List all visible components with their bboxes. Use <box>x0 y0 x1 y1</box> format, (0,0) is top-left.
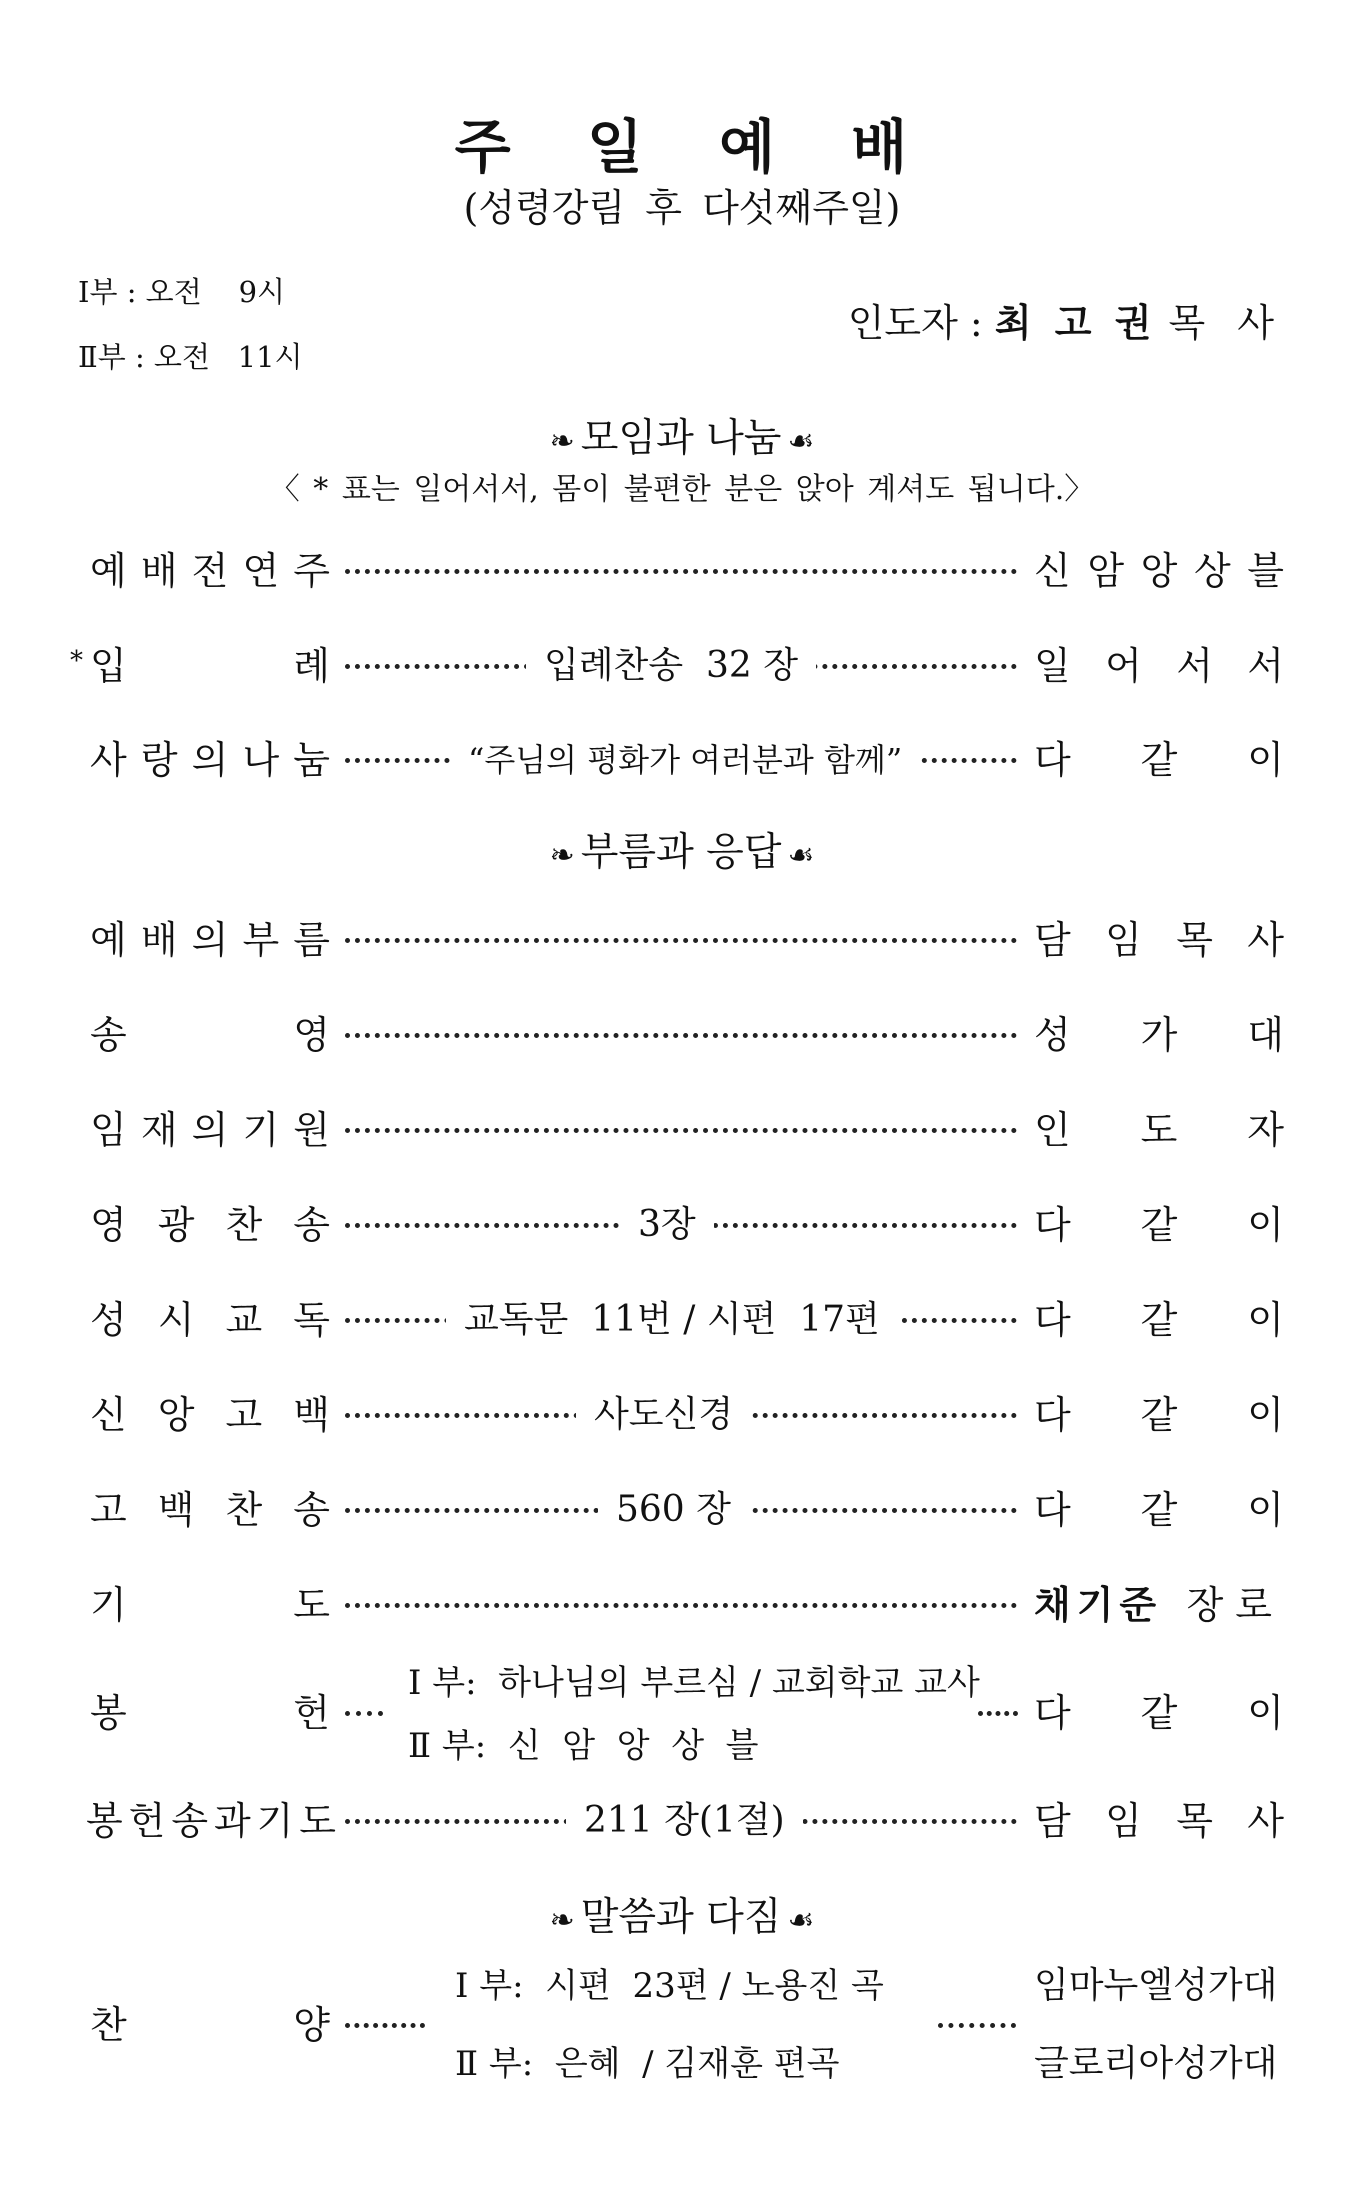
row-detail: 교독문 11번 / 시편 17편 <box>446 1290 898 1350</box>
char: 랑 <box>140 738 178 782</box>
char: 성 <box>90 1298 127 1342</box>
row-performer <box>1034 910 1284 970</box>
char: 사 <box>1247 918 1284 962</box>
row-label <box>90 910 330 970</box>
row-label <box>90 1385 330 1445</box>
char: 송 <box>90 1013 127 1057</box>
leader-dots <box>345 1603 1017 1608</box>
char: 담 <box>1034 918 1071 962</box>
anthem-choir-2: 글로리아성가대 <box>1034 2043 1278 2084</box>
char: 의 <box>191 738 229 782</box>
anthem-choir-1: 임마누엘성가대 <box>1034 1965 1278 2006</box>
leader-dots <box>345 938 1017 943</box>
char: 다 <box>1034 1488 1071 1532</box>
leader-title: 목 사 <box>1168 301 1284 345</box>
char: 목 <box>1176 1799 1213 1843</box>
order-row-prayer <box>0 1575 1364 1635</box>
row-label <box>90 1195 330 1255</box>
char: 같 <box>1140 1298 1178 1342</box>
char: 이 <box>1247 738 1284 782</box>
char: 다 <box>1034 738 1071 782</box>
row-label <box>90 1683 330 1743</box>
char: 앙 <box>1140 549 1178 593</box>
char: 원 <box>293 1108 330 1152</box>
char: 대 <box>1247 1013 1284 1057</box>
char: 찬 <box>90 2003 127 2047</box>
char: 암 <box>1087 549 1125 593</box>
char: 광 <box>157 1203 195 1247</box>
order-row-call <box>0 910 1364 970</box>
leader-info <box>848 298 1284 348</box>
char: 어 <box>1105 644 1142 688</box>
char: 같 <box>1140 1488 1178 1532</box>
order-row-invocation <box>0 1100 1364 1160</box>
char: 같 <box>1140 1691 1178 1735</box>
char: 봉 <box>86 1799 123 1843</box>
char: 찬 <box>225 1488 263 1532</box>
row-performer <box>1034 1575 1284 1635</box>
service-time-2: Ⅱ부 : 오전 11시 <box>78 340 303 374</box>
row-performer <box>1034 1100 1284 1160</box>
char: 주 <box>293 549 330 593</box>
order-row-creed <box>0 1385 1364 1445</box>
ornament-right-icon: ☙ <box>787 424 815 459</box>
char: 기 <box>242 1108 280 1152</box>
leader-label: 인도자 : <box>847 301 983 345</box>
section-title: 모임과 나눔 <box>580 416 782 461</box>
row-detail: 사도신경 <box>576 1385 751 1445</box>
offering-detail-2: Ⅱ 부: 신 암 앙 상 블 <box>408 1726 759 1766</box>
ornament-left-icon: ❧ <box>549 838 575 873</box>
order-row-entrance <box>0 636 1364 696</box>
row-performer <box>1034 1290 1284 1350</box>
char: 다 <box>1034 1298 1071 1342</box>
section-title: 말씀과 다짐 <box>580 1895 782 1940</box>
char: 사 <box>90 738 127 782</box>
char: 배 <box>140 549 178 593</box>
ornament-right-icon: ☙ <box>787 838 815 873</box>
order-row-reading <box>0 1290 1364 1350</box>
char: 독 <box>293 1298 330 1342</box>
section-heading-gathering <box>0 414 1364 467</box>
row-label <box>90 636 330 696</box>
char: 양 <box>293 2003 330 2047</box>
page-title: 주 일 예 배 <box>454 113 910 181</box>
order-row-prelude <box>0 541 1364 601</box>
char: 과 <box>213 1799 251 1843</box>
char: 눔 <box>293 738 330 782</box>
order-row-offering-prayer <box>0 1791 1364 1851</box>
char: 가 <box>1140 1013 1178 1057</box>
char: 례 <box>293 644 330 688</box>
char: 이 <box>1247 1691 1284 1735</box>
char: 일 <box>1034 644 1071 688</box>
char: 배 <box>140 918 178 962</box>
section-heading-call <box>0 828 1364 881</box>
row-performer <box>1034 1385 1284 1445</box>
char: 성 <box>1034 1013 1071 1057</box>
char: 전 <box>191 549 229 593</box>
row-performer <box>1034 730 1284 790</box>
char: 송 <box>171 1799 209 1843</box>
char: 송 <box>293 1203 330 1247</box>
section-title: 부름과 응답 <box>580 830 782 875</box>
char: 부 <box>242 918 280 962</box>
section-heading-word <box>0 1893 1364 1946</box>
row-label <box>90 1005 330 1065</box>
row-label <box>90 1290 330 1350</box>
char: 신 <box>90 1393 127 1437</box>
row-label <box>90 730 330 790</box>
ornament-right-icon: ☙ <box>787 1903 815 1938</box>
char: 임 <box>1105 1799 1142 1843</box>
order-row-gloria <box>0 1195 1364 1255</box>
row-performer <box>1034 1480 1284 1540</box>
char: 교 <box>225 1298 263 1342</box>
order-row-song <box>0 1005 1364 1065</box>
char: 봉 <box>90 1691 127 1735</box>
char: 의 <box>191 1108 229 1152</box>
char: 블 <box>1247 549 1284 593</box>
leader-dots <box>345 1128 1017 1133</box>
row-detail: 211 장(1절) <box>566 1791 803 1851</box>
char: 고 <box>225 1393 263 1437</box>
leader-dots <box>345 569 1017 574</box>
leader-dots <box>345 2023 425 2028</box>
char: 다 <box>1034 1393 1071 1437</box>
char: 자 <box>1247 1108 1284 1152</box>
order-row-confession-hymn <box>0 1480 1364 1540</box>
char: 예 <box>90 549 127 593</box>
row-label <box>90 1100 330 1160</box>
char: 입 <box>90 644 127 688</box>
row-label <box>90 1575 330 1635</box>
char: 같 <box>1140 738 1178 782</box>
char: 고 <box>90 1488 127 1532</box>
char: 예 <box>90 918 127 962</box>
row-performer <box>1034 541 1284 601</box>
leader-dots <box>345 1033 1017 1038</box>
leader-dots <box>938 2023 1016 2028</box>
char: 서 <box>1176 644 1213 688</box>
leader-dots <box>345 1711 383 1716</box>
char: 도 <box>299 1799 336 1843</box>
row-performer <box>1034 1005 1284 1065</box>
char: 목 <box>1176 918 1213 962</box>
char: 영 <box>293 1013 330 1057</box>
row-detail: 3장 <box>620 1195 714 1255</box>
offering-detail-1: Ⅰ 부: 하나님의 부르심 / 교회학교 교사 <box>408 1663 980 1703</box>
char: 담 <box>1034 1799 1071 1843</box>
row-detail: 560 장 <box>598 1480 749 1540</box>
char: 임 <box>1105 918 1142 962</box>
char: 시 <box>157 1298 195 1342</box>
order-row-peace <box>0 730 1364 790</box>
char: 이 <box>1247 1298 1284 1342</box>
char: 같 <box>1140 1393 1178 1437</box>
performer-title: 장로 <box>1186 1583 1284 1627</box>
char: 백 <box>293 1393 330 1437</box>
char: 도 <box>293 1583 330 1627</box>
char: 송 <box>293 1488 330 1532</box>
char: 름 <box>293 918 330 962</box>
char: 헌 <box>128 1799 166 1843</box>
char: 임 <box>90 1108 127 1152</box>
char: 헌 <box>293 1691 330 1735</box>
char: 이 <box>1247 1393 1284 1437</box>
char: 같 <box>1140 1203 1178 1247</box>
char: 기 <box>256 1799 294 1843</box>
anthem-detail-1: Ⅰ 부: 시편 23편 / 노용진 곡 <box>455 1966 884 2006</box>
char: 재 <box>140 1108 178 1152</box>
char: 의 <box>191 918 229 962</box>
row-performer <box>1034 1683 1284 1743</box>
char: 다 <box>1034 1203 1071 1247</box>
page-subtitle: (성령강림 후 다섯째주일) <box>463 186 901 230</box>
char: 서 <box>1247 644 1284 688</box>
char: 연 <box>242 549 280 593</box>
row-label <box>90 1995 330 2055</box>
performer-name: 채기준 <box>1034 1582 1163 1627</box>
char: 다 <box>1034 1691 1071 1735</box>
char: 백 <box>157 1488 195 1532</box>
leader-name: 최 고 권 <box>994 300 1157 345</box>
char: 찬 <box>225 1203 263 1247</box>
ornament-left-icon: ❧ <box>549 1903 575 1938</box>
char: 이 <box>1247 1488 1284 1532</box>
char: 영 <box>90 1203 127 1247</box>
row-label <box>90 1480 330 1540</box>
row-detail: “주님의 평화가 여러분과 함께” <box>450 730 920 790</box>
leader-dots <box>978 1711 1018 1716</box>
ornament-left-icon: ❧ <box>549 424 575 459</box>
standing-mark: * <box>70 646 83 676</box>
char: 나 <box>242 738 280 782</box>
anthem-detail-2: Ⅱ 부: 은혜 / 김재훈 편곡 <box>455 2044 840 2084</box>
row-label <box>90 541 330 601</box>
char: 도 <box>1140 1108 1178 1152</box>
char: 신 <box>1034 549 1071 593</box>
char: 인 <box>1034 1108 1071 1152</box>
char: 상 <box>1193 549 1231 593</box>
standing-notice: 〈 * 표는 일어서서, 몸이 불편한 분은 앉아 계셔도 됩니다.〉 <box>269 472 1095 507</box>
row-detail: 입례찬송 32 장 <box>526 636 816 696</box>
row-performer <box>1034 636 1284 696</box>
row-performer <box>1034 1195 1284 1255</box>
row-performer <box>1034 1791 1284 1851</box>
char: 기 <box>90 1583 127 1627</box>
char: 앙 <box>157 1393 195 1437</box>
service-time-1: Ⅰ부 : 오전 9시 <box>78 275 286 309</box>
char: 사 <box>1247 1799 1284 1843</box>
row-label <box>86 1791 336 1851</box>
char: 이 <box>1247 1203 1284 1247</box>
